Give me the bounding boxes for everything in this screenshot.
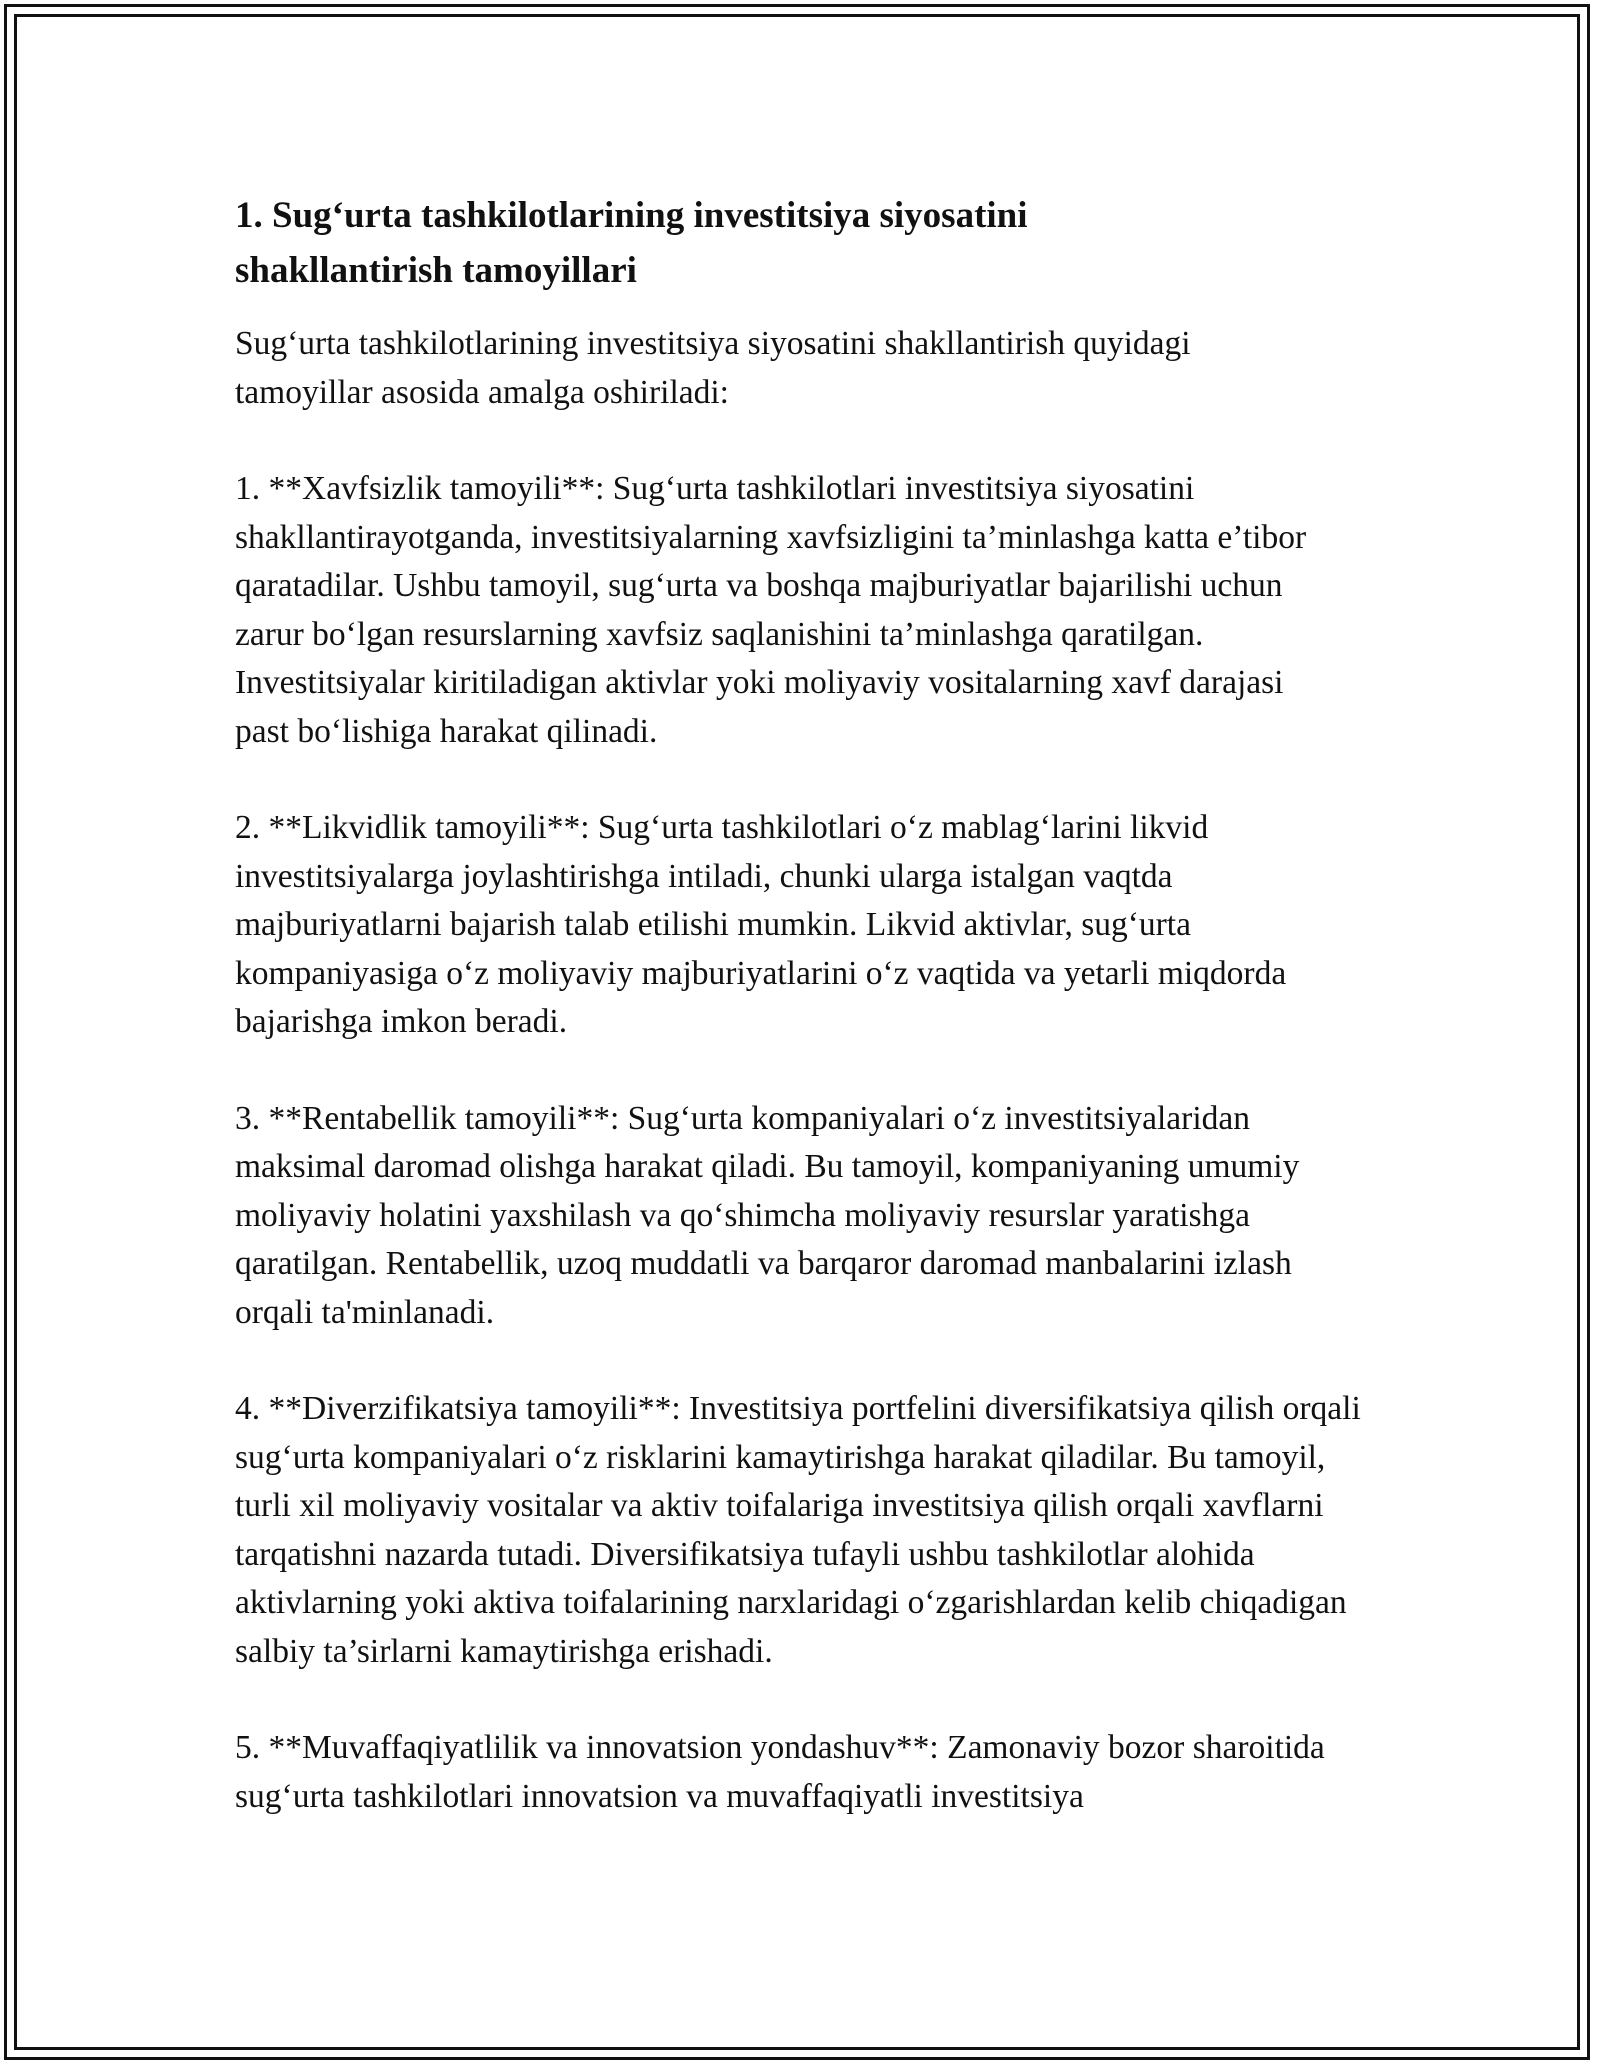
principle-item-safety: 1. **Xavfsizlik tamoyili**: Sug‘urta tashkilotlari investitsiya siyosatini shakllantirayotganda, investitsiyalarning xavfsizligini ta’minlashga katta e’tibor qaratadilar. Ushbu tamoyil, sug‘urta va boshqa majburiyatlar bajarilishi uchun zarur bo‘lgan resurslarning xavfsiz saqlanishini ta’minlashga qaratilgan. Investitsiyalar kiritiladigan aktivlar yoki moliyaviy vositalarning xavf darajasi past bo‘lishiga harakat qilinadi. xyxy=(235,470,1307,750)
intro-paragraph: Sug‘urta tashkilotlarining investitsiya siyosatini shakllantirish quyidagi tamoyillar asosida amalga oshiriladi: xyxy=(235,325,1191,411)
section-heading: 1. Sug‘urta tashkilotlarining investitsiya siyosatini shakllantirish tamoyillari xyxy=(235,195,1028,291)
document-body xyxy=(235,188,1375,1821)
principle-item-profitability: 3. **Rentabellik tamoyili**: Sug‘urta kompaniyalari o‘z investitsiyalaridan maksimal daromad olishga harakat qiladi. Bu tamoyil, kompaniyaning umumiy moliyaviy holatini yaxshilash va qo‘shimcha moliyaviy resurslar yaratishga qaratilgan. Rentabellik, uzoq muddatli va barqaror daromad manbalarini izlash orqali ta'minlanadi. xyxy=(235,1099,1300,1331)
principle-item-diversification: 4. **Diverzifikatsiya tamoyili**: Investitsiya portfelini diversifikatsiya qilish orqali sug‘urta kompaniyalari o‘z risklarini kamaytirishga harakat qiladilar. Bu tamoyil, turli xil moliyaviy vositalar va aktiv toifalariga investitsiya qilish orqali xavflarni tarqatishni nazarda tutadi. Diversifikatsiya tufayli ushbu tashkilotlar alohida aktivlarning yoki aktiva toifalarining narxlaridagi o‘zgarishlardan kelib chiqadigan salbiy ta’sirlarni kamaytirishga erishadi. xyxy=(235,1390,1361,1670)
principle-item-liquidity: 2. **Likvidlik tamoyili**: Sug‘urta tashkilotlari o‘z mablag‘larini likvid investitsiyalarga joylashtirishga intiladi, chunki ularga istalgan vaqtda majburiyatlarni bajarish talab etilishi mumkin. Likvid aktivlar, sug‘urta kompaniyasiga o‘z moliyaviy majburiyatlarini o‘z vaqtida va yetarli miqdorda bajarishga imkon beradi. xyxy=(235,809,1287,1040)
principle-item-innovation: 5. **Muvaffaqiyatlilik va innovatsion yondashuv**: Zamonaviy bozor sharoitida sug‘urta tashkilotlari innovatsion va muvaffaqiyatli investitsiya xyxy=(235,1729,1325,1815)
